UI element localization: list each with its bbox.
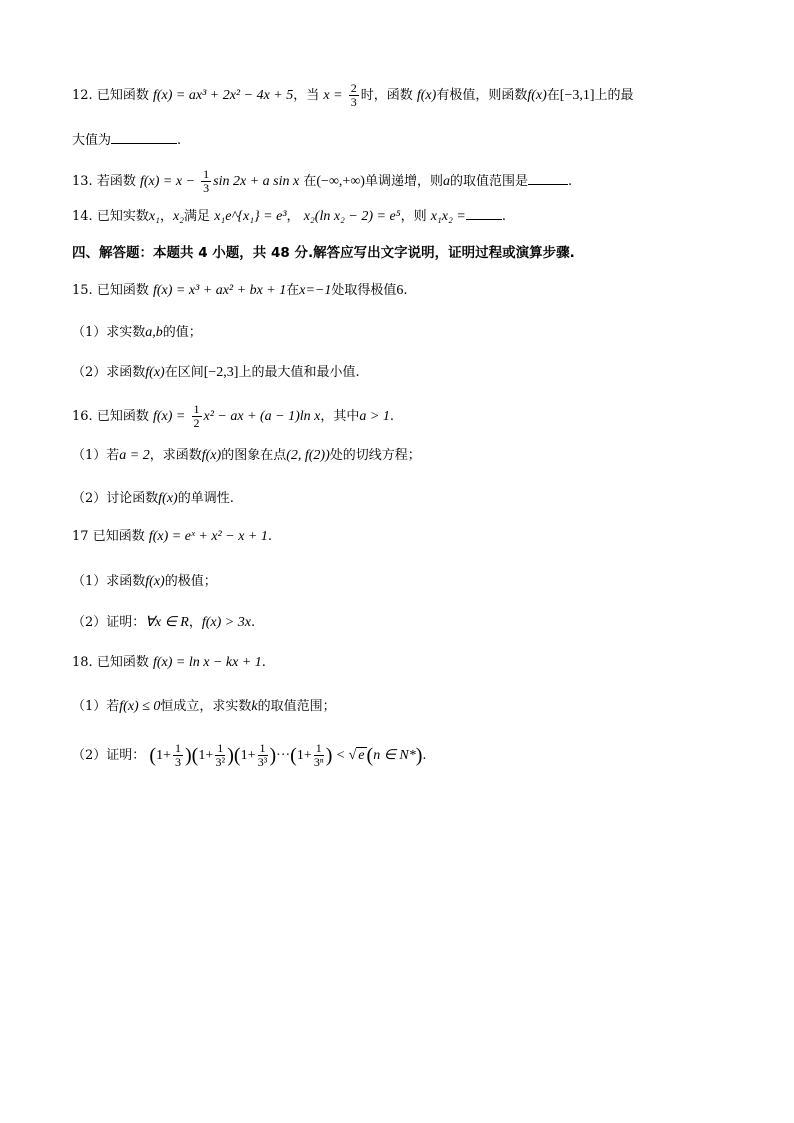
question-18-part-1: （1）若f(x) ≤ 0恒成立，求实数k的取值范围； [72,699,336,714]
question-18: 18. 已知函数 f(x) = ln x − kx + 1. [72,655,266,670]
question-14: 14. 已知实数x₁，x₂满足 x₁e^{x₁} = e³， x₂(ln x₂ − 2) = e⁵，则 x₁x₂ = . [72,209,506,224]
question-15: 15. 已知函数 f(x) = x³ + ax² + bx + 1在x=−1处取得极值6. [72,283,408,298]
sqrt-e: √ e [348,748,365,764]
answer-blank-12 [111,142,177,144]
question-13: 13. 若函数 f(x) = x − $\frac{1}{3}$ sin 2x + a sin x 在(−∞,+∞)单调递增，则a的取值范围是 . [72,167,573,196]
question-16-part-1: （1）若a = 2，求函数f(x)的图象在点(2, f(2))处的切线方程； [72,448,421,463]
q16-fraction: $\frac{1}{2}$ [193,402,200,431]
question-12-line-2: 大值为 . [72,133,182,148]
question-15-part-2: （2）求函数f(x)在区间[−2,3]上的最大值和最小值. [72,365,360,380]
section-4-heading: 四、解答题：本题共 4 小题，共 48 分.解答应写出文字说明，证明过程或演算步骤. [72,245,575,261]
question-16-part-2: （2）讨论函数f(x)的单调性. [72,491,234,506]
question-12-line-1: 12. 已知函数 f(x) = ax³ + 2x² − 4x + 5，当 x = $\frac{2}{3}$ 时，函数 f(x)有极值，则函数f(x)在[−3,1]上的最 [72,81,634,110]
question-17: 17 已知函数 f(x) = eˣ + x² − x + 1. [72,529,272,544]
question-15-part-1: （1）求实数a,b的值； [72,325,202,340]
question-18-part-2: （2）证明： (1+ $\frac{1}{3}$ )(1+ $\frac{1}{\text{3²}}$ )(1+ $\frac{1}{\text{3³}}$ )···(1+ $\frac{1}{\text{3ⁿ}}$ ) < √ e (n ∈ N*). [72,741,427,770]
q13-fraction: $\frac{1}{3}$ [203,167,210,196]
question-17-part-2: （2）证明：∀x ∈ R，f(x) > 3x. [72,615,256,630]
question-17-part-1: （1）求函数f(x)的极值； [72,574,217,589]
answer-blank-14 [466,218,502,220]
question-16: 16. 已知函数 f(x) = $\frac{1}{2}$ x² − ax + (a − 1)ln x，其中a > 1. [72,402,395,431]
q12-function: f(x) = ax³ + 2x² − 4x + 5 [152,88,294,104]
q12-fraction: $\frac{2}{3}$ [350,81,357,110]
answer-blank-13 [528,183,568,185]
